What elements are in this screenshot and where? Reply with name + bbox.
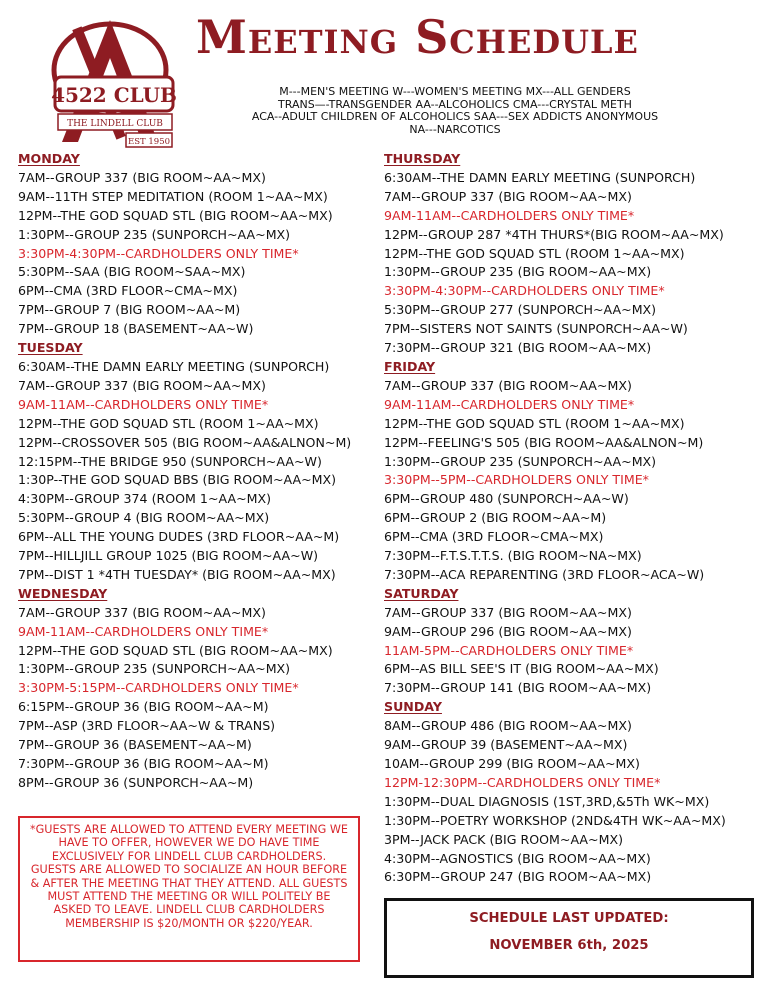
page-title: Meeting Schedule — [196, 10, 639, 64]
meeting-entry: 7AM--GROUP 337 (BIG ROOM~AA~MX) — [18, 604, 266, 620]
meeting-entry: 12PM--THE GOD SQUAD STL (ROOM 1~AA~MX) — [384, 245, 685, 261]
meeting-entry: 3PM--JACK PACK (BIG ROOM~AA~MX) — [384, 831, 624, 847]
meeting-entry: 6PM--GROUP 2 (BIG ROOM~AA~M) — [384, 510, 607, 526]
day-heading-saturday: SATURDAY — [384, 585, 459, 601]
meeting-entry: 5:30PM--GROUP 4 (BIG ROOM~AA~MX) — [18, 510, 270, 526]
meeting-entry: 5:30PM--GROUP 277 (SUNPORCH~AA~MX) — [384, 302, 657, 318]
meeting-entry: 12PM--GROUP 287 *4TH THURS*(BIG ROOM~AA~MX) — [384, 226, 724, 242]
day-heading-friday: FRIDAY — [384, 358, 436, 374]
last-updated-date: NOVEMBER 6th, 2025 — [489, 938, 649, 953]
meeting-entry: 7:30PM--GROUP 36 (BIG ROOM~AA~M) — [18, 756, 269, 771]
meeting-entry: 7AM--GROUP 337 (BIG ROOM~AA~MX) — [18, 377, 266, 393]
meeting-entry: 1:30PM--GROUP 235 (BIG ROOM~AA~MX) — [384, 264, 652, 280]
meeting-entry: 4:30PM--AGNOSTICS (BIG ROOM~AA~MX) — [384, 850, 651, 866]
cardholder-time-entry: 9AM-11AM--CARDHOLDERS ONLY TIME* — [18, 623, 269, 639]
meeting-entry: 6PM--CMA (3RD FLOOR~CMA~MX) — [384, 529, 604, 545]
meeting-entry: 6PM--ALL THE YOUNG DUDES (3RD FLOOR~AA~M) — [18, 529, 340, 545]
meeting-entry: 1:30PM--POETRY WORKSHOP (2ND&4TH WK~AA~MX) — [384, 812, 726, 828]
day-heading-wednesday: WEDNESDAY — [18, 585, 108, 601]
meeting-entry: 7PM--DIST 1 *4TH TUESDAY* (BIG ROOM~AA~MX) — [18, 566, 336, 582]
meeting-entry: 6:30AM--THE DAMN EARLY MEETING (SUNPORCH) — [384, 169, 696, 185]
legend-line: TRANS—-TRANSGENDER AA--ALCOHOLICS CMA---CRYSTAL METH — [278, 97, 632, 111]
cardholder-time-entry: 3:30PM--5PM--CARDHOLDERS ONLY TIME* — [384, 472, 649, 488]
meeting-entry: 6:30PM--GROUP 247 (BIG ROOM~AA~MX) — [384, 869, 652, 885]
meeting-entry: 9AM--GROUP 296 (BIG ROOM~AA~MX) — [384, 623, 632, 639]
meeting-entry: 7:30PM--GROUP 321 (BIG ROOM~AA~MX) — [384, 340, 652, 356]
meeting-entry: 7:30PM--F.T.S.T.T.S. (BIG ROOM~NA~MX) — [384, 548, 642, 564]
meeting-entry: 7:30PM--ACA REPARENTING (3RD FLOOR~ACA~W) — [384, 566, 705, 582]
meeting-entry: 12:15PM--THE BRIDGE 950 (SUNPORCH~AA~W) — [18, 453, 322, 469]
meeting-entry: 4:30PM--GROUP 374 (ROOM 1~AA~MX) — [18, 491, 272, 507]
meeting-entry: 5:30PM--SAA (BIG ROOM~SAA~MX) — [18, 264, 246, 280]
day-heading-sunday: SUNDAY — [384, 699, 442, 715]
meeting-entry: 7PM--GROUP 7 (BIG ROOM~AA~M) — [18, 302, 241, 318]
cardholder-time-entry: 9AM-11AM--CARDHOLDERS ONLY TIME* — [18, 396, 269, 412]
meeting-entry: 12PM--THE GOD SQUAD STL (ROOM 1~AA~MX) — [18, 415, 319, 431]
cardholder-time-entry: 11AM-5PM--CARDHOLDERS ONLY TIME* — [384, 642, 634, 658]
cardholder-time-entry: 3:30PM-4:30PM--CARDHOLDERS ONLY TIME* — [18, 245, 299, 261]
schedule-left-column — [18, 150, 383, 793]
abbreviation-legend — [190, 86, 720, 136]
meeting-entry: 1:30PM--GROUP 235 (SUNPORCH~AA~MX) — [384, 453, 657, 469]
meeting-entry: 8PM--GROUP 36 (SUNPORCH~AA~M) — [18, 774, 254, 790]
meeting-entry: 7AM--GROUP 337 (BIG ROOM~AA~MX) — [384, 604, 632, 620]
guest-notice: *GUESTS ARE ALLOWED TO ATTEND EVERY MEETING WE HAVE TO OFFER, HOWEVER WE DO HAVE TIME EXCLUSIVELY FOR LINDELL CLUB CARDHOLDERS. GUESTS ARE ALLOWED TO SOCIALIZE AN HOUR BEFORE & AFTER THE MEETING THAT THEY ATTEND. ALL GUESTS MUST ATTEND THE MEETING OR WILL POLITELY BE ASKED TO LEAVE. LINDELL CLUB CARDHOLDERS MEMBERSHIP IS $20/MONTH OR $220/YEAR. — [18, 816, 360, 962]
club-logo — [50, 14, 180, 154]
meeting-entry: 7PM--GROUP 36 (BASEMENT~AA~M) — [18, 737, 252, 753]
meeting-entry: 6:30AM--THE DAMN EARLY MEETING (SUNPORCH) — [18, 358, 330, 374]
meeting-entry: 9AM--GROUP 39 (BASEMENT~AA~MX) — [384, 737, 628, 753]
cardholder-time-entry: 9AM-11AM--CARDHOLDERS ONLY TIME* — [384, 207, 635, 223]
day-heading-monday: MONDAY — [18, 151, 80, 166]
legend-line: NA---NARCOTICS — [409, 122, 501, 136]
meeting-entry: 12PM--THE GOD SQUAD STL (BIG ROOM~AA~MX) — [18, 207, 333, 223]
logo-subtitle: THE LINDELL CLUB — [67, 119, 163, 129]
cardholder-time-entry: 3:30PM-4:30PM--CARDHOLDERS ONLY TIME* — [384, 283, 665, 299]
meeting-entry: 7PM--SISTERS NOT SAINTS (SUNPORCH~AA~W) — [384, 321, 688, 337]
meeting-entry: 12PM--THE GOD SQUAD STL (BIG ROOM~AA~MX) — [18, 642, 333, 658]
legend-line: ACA--ADULT CHILDREN OF ALCOHOLICS SAA---SEX ADDICTS ANONYMOUS — [251, 110, 659, 124]
meeting-entry: 1:30PM--GROUP 235 (SUNPORCH~AA~MX) — [18, 661, 291, 677]
meeting-entry: 9AM--11TH STEP MEDITATION (ROOM 1~AA~MX) — [18, 188, 328, 204]
meeting-entry: 8AM--GROUP 486 (BIG ROOM~AA~MX) — [384, 718, 632, 734]
meeting-entry: 6PM--GROUP 480 (SUNPORCH~AA~W) — [384, 491, 629, 507]
meeting-entry: 12PM--THE GOD SQUAD STL (ROOM 1~AA~MX) — [384, 415, 685, 431]
logo-established: EST 1950 — [127, 137, 171, 147]
cardholder-time-entry: 3:30PM-5:15PM--CARDHOLDERS ONLY TIME* — [18, 680, 299, 696]
meeting-entry: 1:30PM--DUAL DIAGNOSIS (1ST,3RD,&5Th WK~MX) — [384, 793, 710, 809]
logo-name: 4522 CLUB — [51, 83, 177, 107]
last-updated-label: SCHEDULE LAST UPDATED: — [469, 911, 669, 926]
meeting-entry: 7AM--GROUP 337 (BIG ROOM~AA~MX) — [384, 377, 632, 393]
meeting-entry: 7AM--GROUP 337 (BIG ROOM~AA~MX) — [18, 169, 266, 185]
meeting-entry: 1:30PM--GROUP 235 (SUNPORCH~AA~MX) — [18, 226, 291, 242]
meeting-entry: 1:30P--THE GOD SQUAD BBS (BIG ROOM~AA~MX) — [18, 472, 337, 488]
meeting-entry: 7PM--ASP (3RD FLOOR~AA~W & TRANS) — [18, 718, 276, 734]
cardholder-time-entry: 9AM-11AM--CARDHOLDERS ONLY TIME* — [384, 396, 635, 412]
meeting-entry: 10AM--GROUP 299 (BIG ROOM~AA~MX) — [384, 756, 640, 771]
meeting-entry: 12PM--CROSSOVER 505 (BIG ROOM~AA&ALNON~M) — [18, 434, 352, 450]
meeting-entry: 7PM--HILLJILL GROUP 1025 (BIG ROOM~AA~W) — [18, 548, 319, 564]
legend-line: M---MEN'S MEETING W---WOMEN'S MEETING MX---ALL GENDERS — [279, 85, 631, 98]
meeting-entry: 7PM--GROUP 18 (BASEMENT~AA~W) — [18, 321, 254, 337]
meeting-entry: 7:30PM--GROUP 141 (BIG ROOM~AA~MX) — [384, 680, 652, 696]
day-heading-tuesday: TUESDAY — [18, 340, 83, 356]
meeting-entry: 6:15PM--GROUP 36 (BIG ROOM~AA~M) — [18, 699, 269, 715]
schedule-right-column — [384, 150, 764, 887]
cardholder-time-entry: 12PM-12:30PM--CARDHOLDERS ONLY TIME* — [384, 774, 661, 790]
last-updated-box — [384, 898, 754, 978]
meeting-entry: 6PM--AS BILL SEE'S IT (BIG ROOM~AA~MX) — [384, 661, 659, 677]
day-heading-thursday: THURSDAY — [384, 151, 461, 166]
meeting-entry: 6PM--CMA (3RD FLOOR~CMA~MX) — [18, 283, 238, 299]
meeting-entry: 12PM--FEELING'S 505 (BIG ROOM~AA&ALNON~M) — [384, 434, 704, 450]
meeting-entry: 7AM--GROUP 337 (BIG ROOM~AA~MX) — [384, 188, 632, 204]
